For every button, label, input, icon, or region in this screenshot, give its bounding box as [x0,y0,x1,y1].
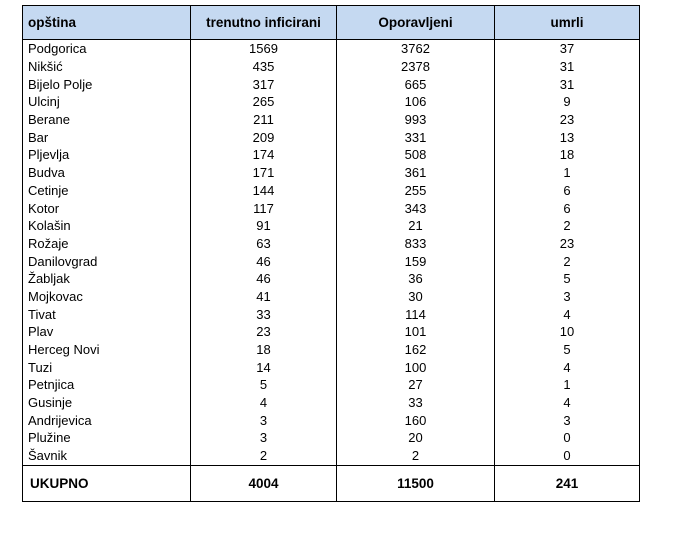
municipality-cell: Ulcinj [23,93,191,111]
recovered-cell: 2 [337,447,495,465]
table-row [23,411,640,429]
infected-cell: 23 [191,323,337,341]
table-body [23,40,640,466]
recovered-cell: 30 [337,288,495,306]
table-row [23,40,640,58]
municipality-cell: Tuzi [23,358,191,376]
header-recovered: Oporavljeni [337,6,495,40]
deceased-cell: 13 [495,128,640,146]
recovered-cell: 665 [337,75,495,93]
municipality-cell: Herceg Novi [23,341,191,359]
infected-cell: 63 [191,235,337,253]
infected-cell: 18 [191,341,337,359]
deceased-cell: 3 [495,288,640,306]
table-row [23,58,640,76]
deceased-cell: 4 [495,305,640,323]
covid-municipality-table [22,5,640,502]
municipality-cell: Mojkovac [23,288,191,306]
total-label: UKUPNO [23,465,191,501]
municipality-cell: Podgorica [23,40,191,58]
infected-cell: 211 [191,111,337,129]
infected-cell: 5 [191,376,337,394]
recovered-cell: 101 [337,323,495,341]
recovered-cell: 508 [337,146,495,164]
header-deceased: umrli [495,6,640,40]
deceased-cell: 18 [495,146,640,164]
municipality-cell: Nikšić [23,58,191,76]
infected-cell: 317 [191,75,337,93]
deceased-cell: 5 [495,270,640,288]
municipality-cell: Cetinje [23,182,191,200]
table-row [23,146,640,164]
table-row [23,252,640,270]
table-row [23,235,640,253]
municipality-cell: Rožaje [23,235,191,253]
recovered-cell: 162 [337,341,495,359]
municipality-cell: Pljevlja [23,146,191,164]
table-row [23,75,640,93]
recovered-cell: 343 [337,199,495,217]
header-row [23,6,640,40]
table-row [23,323,640,341]
deceased-cell: 31 [495,58,640,76]
recovered-cell: 255 [337,182,495,200]
deceased-cell: 6 [495,182,640,200]
table-row [23,111,640,129]
municipality-cell: Gusinje [23,394,191,412]
total-deceased: 241 [495,465,640,501]
infected-cell: 174 [191,146,337,164]
deceased-cell: 3 [495,411,640,429]
table-row [23,128,640,146]
infected-cell: 435 [191,58,337,76]
municipality-cell: Žabljak [23,270,191,288]
infected-cell: 14 [191,358,337,376]
infected-cell: 46 [191,252,337,270]
recovered-cell: 833 [337,235,495,253]
deceased-cell: 23 [495,111,640,129]
municipality-cell: Danilovgrad [23,252,191,270]
infected-cell: 3 [191,429,337,447]
recovered-cell: 100 [337,358,495,376]
infected-cell: 3 [191,411,337,429]
recovered-cell: 114 [337,305,495,323]
municipality-cell: Kotor [23,199,191,217]
municipality-cell: Šavnik [23,447,191,465]
deceased-cell: 1 [495,164,640,182]
deceased-cell: 1 [495,376,640,394]
infected-cell: 4 [191,394,337,412]
table-row [23,341,640,359]
recovered-cell: 21 [337,217,495,235]
deceased-cell: 6 [495,199,640,217]
table-footer [23,465,640,501]
recovered-cell: 20 [337,429,495,447]
deceased-cell: 5 [495,341,640,359]
table-row [23,182,640,200]
table-header [23,6,640,40]
infected-cell: 144 [191,182,337,200]
recovered-cell: 27 [337,376,495,394]
deceased-cell: 23 [495,235,640,253]
header-currently-infected: trenutno inficirani [191,6,337,40]
table-row [23,429,640,447]
infected-cell: 46 [191,270,337,288]
total-recovered: 11500 [337,465,495,501]
recovered-cell: 106 [337,93,495,111]
header-municipality: opština [23,6,191,40]
municipality-cell: Bijelo Polje [23,75,191,93]
table-row [23,305,640,323]
infected-cell: 2 [191,447,337,465]
infected-cell: 41 [191,288,337,306]
municipality-cell: Kolašin [23,217,191,235]
table-row [23,376,640,394]
municipality-cell: Plav [23,323,191,341]
deceased-cell: 4 [495,394,640,412]
infected-cell: 33 [191,305,337,323]
infected-cell: 117 [191,199,337,217]
infected-cell: 171 [191,164,337,182]
municipality-cell: Bar [23,128,191,146]
deceased-cell: 2 [495,217,640,235]
table-row [23,288,640,306]
recovered-cell: 3762 [337,40,495,58]
deceased-cell: 10 [495,323,640,341]
total-row [23,465,640,501]
deceased-cell: 31 [495,75,640,93]
recovered-cell: 993 [337,111,495,129]
table-row [23,394,640,412]
infected-cell: 91 [191,217,337,235]
municipality-cell: Petnjica [23,376,191,394]
recovered-cell: 331 [337,128,495,146]
municipality-cell: Plužine [23,429,191,447]
recovered-cell: 361 [337,164,495,182]
infected-cell: 209 [191,128,337,146]
deceased-cell: 0 [495,429,640,447]
deceased-cell: 0 [495,447,640,465]
infected-cell: 265 [191,93,337,111]
recovered-cell: 160 [337,411,495,429]
deceased-cell: 9 [495,93,640,111]
municipality-cell: Berane [23,111,191,129]
table-row [23,93,640,111]
deceased-cell: 2 [495,252,640,270]
municipality-cell: Budva [23,164,191,182]
municipality-cell: Tivat [23,305,191,323]
recovered-cell: 36 [337,270,495,288]
deceased-cell: 37 [495,40,640,58]
infected-cell: 1569 [191,40,337,58]
recovered-cell: 33 [337,394,495,412]
table-row [23,199,640,217]
municipality-cell: Andrijevica [23,411,191,429]
total-infected: 4004 [191,465,337,501]
table-row [23,358,640,376]
deceased-cell: 4 [495,358,640,376]
recovered-cell: 159 [337,252,495,270]
table-row [23,164,640,182]
table-row [23,217,640,235]
table-row [23,447,640,465]
table-row [23,270,640,288]
recovered-cell: 2378 [337,58,495,76]
